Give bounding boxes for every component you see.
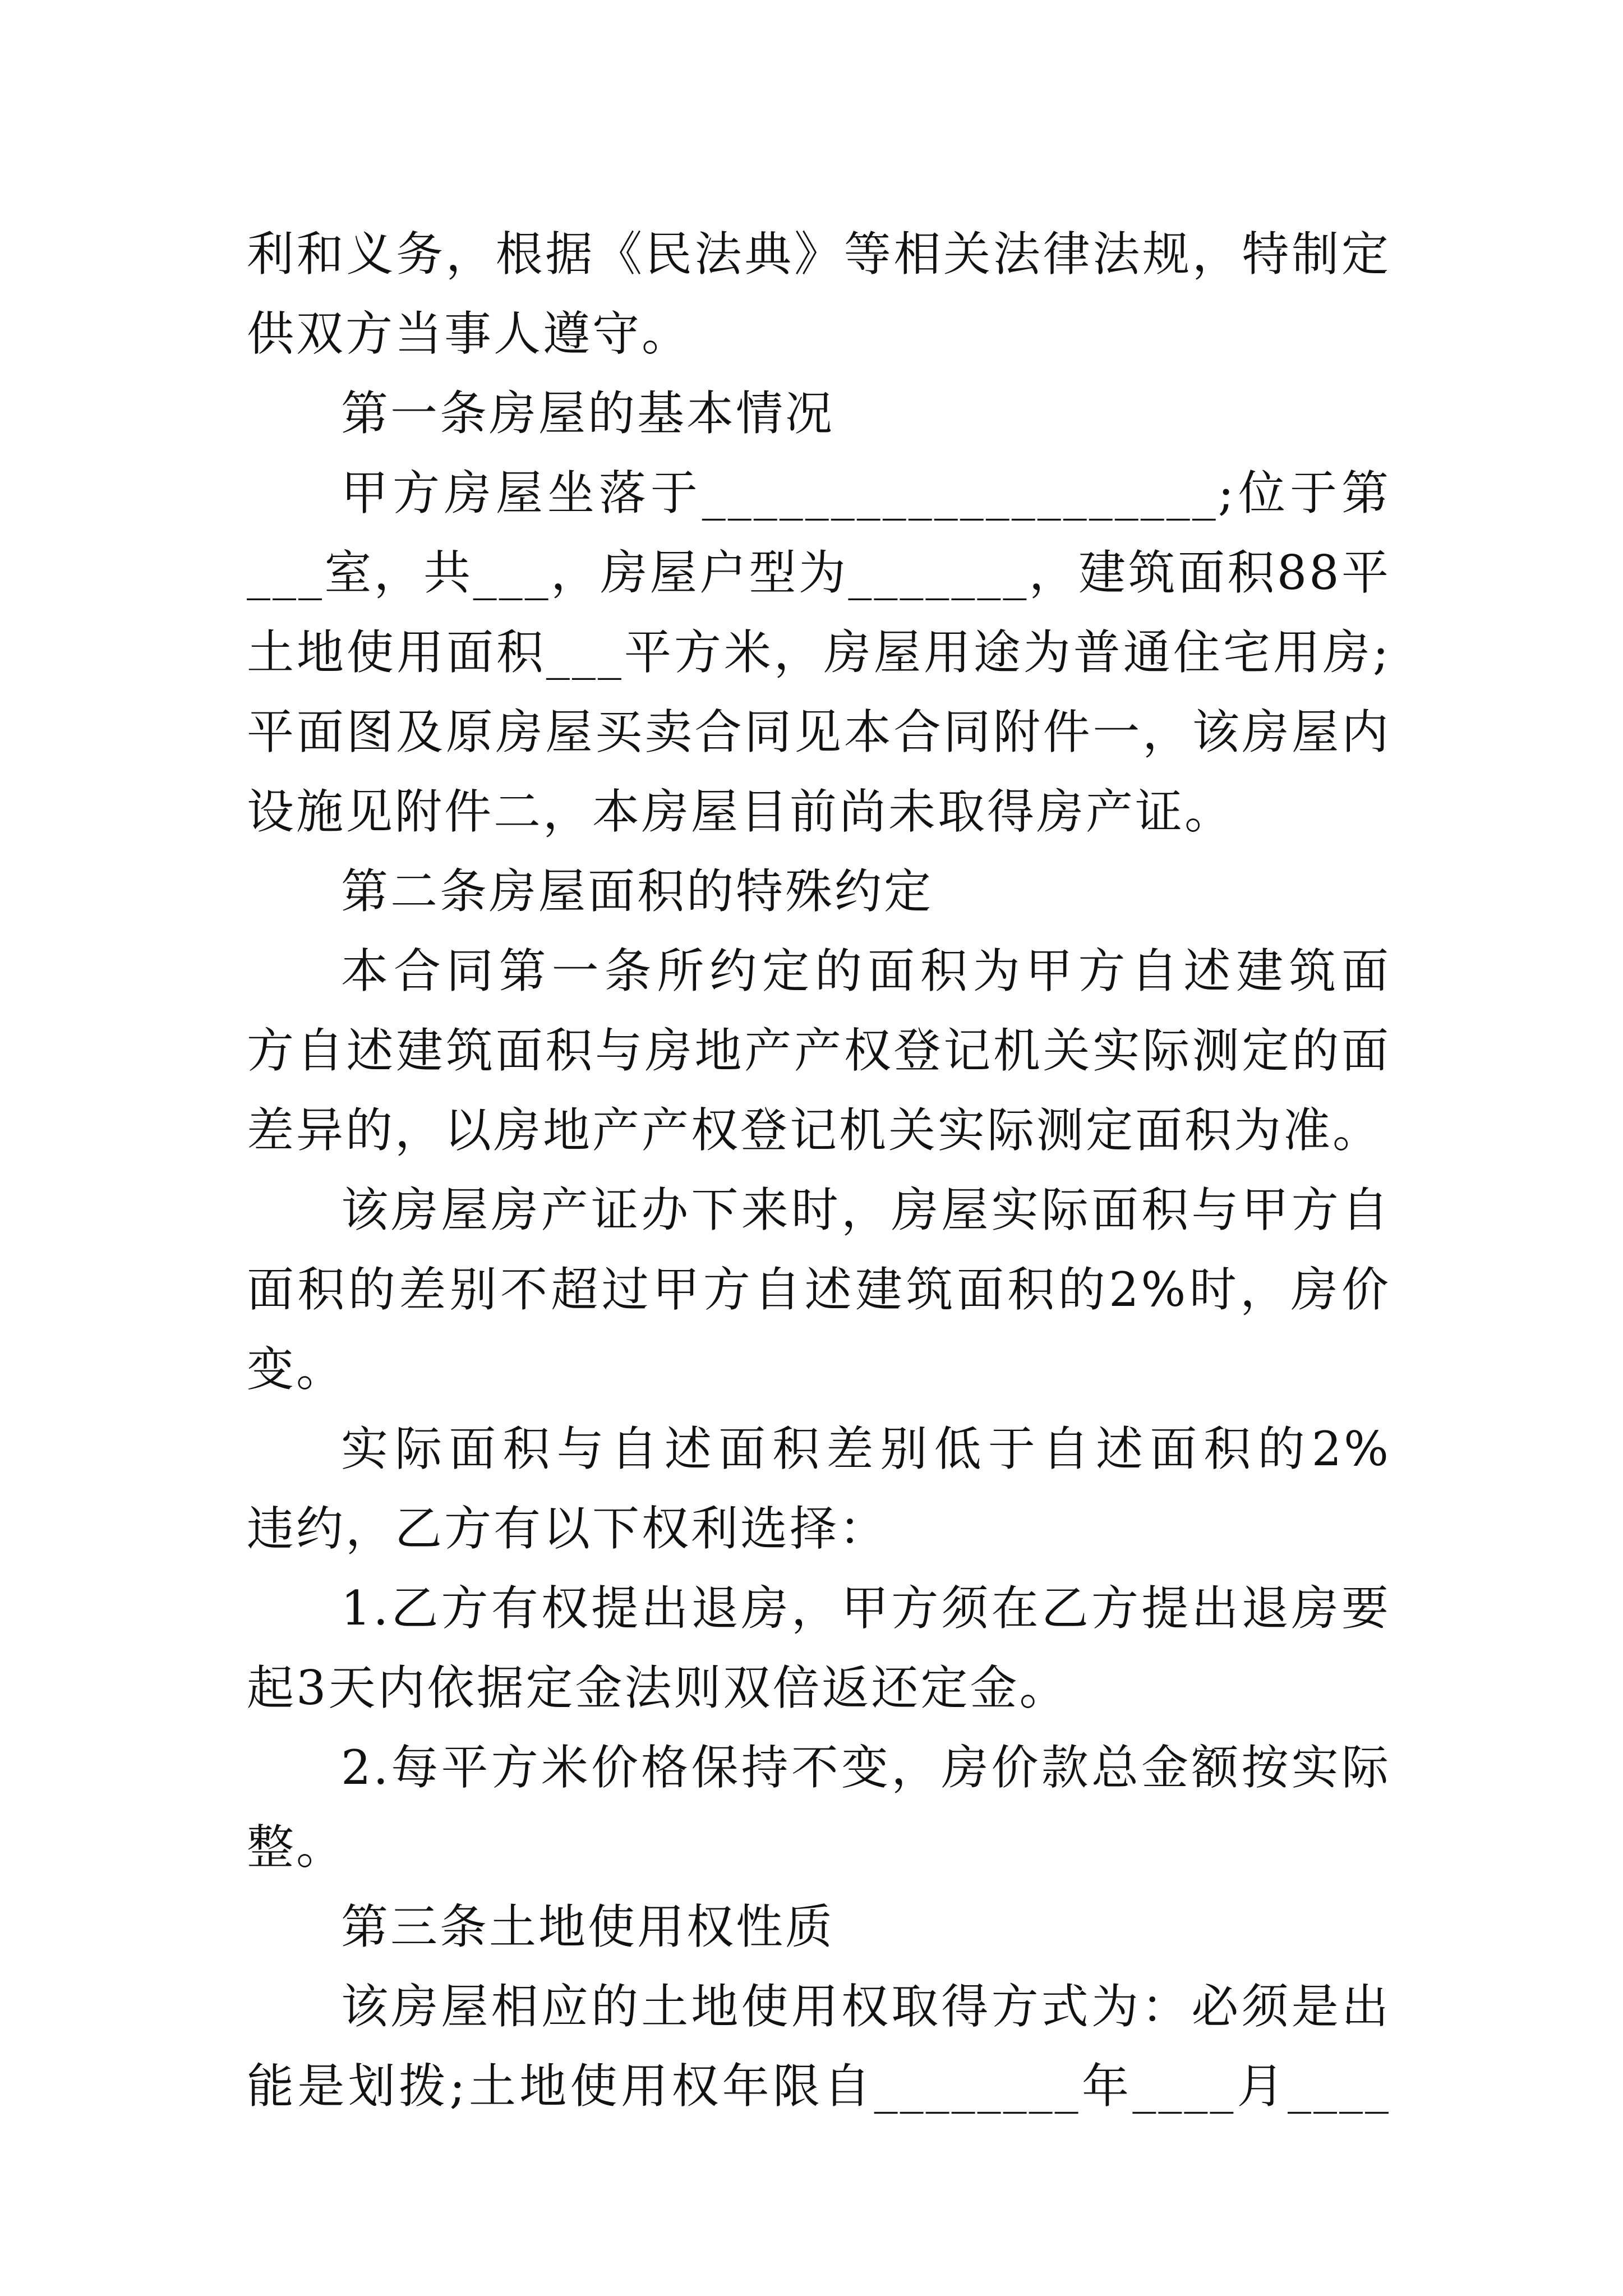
list-item-text: 1.乙方有权提出退房，甲方须在乙方提出退房要	[341, 1581, 1391, 1636]
text-line: 违约，乙方有以下权利选择：	[247, 1501, 889, 1556]
list-item-text: 2.每平方米价格保持不变，房价款总金额按实际	[341, 1740, 1391, 1795]
section-heading: 第一条房屋的基本情况	[341, 386, 835, 441]
text-line: 该房屋房产证办下来时，房屋实际面积与甲方自	[341, 1182, 1391, 1237]
section-heading: 第二条房屋面积的特殊约定	[341, 864, 934, 919]
text-line: 变。	[247, 1342, 346, 1397]
text-line: 本合同第一条所约定的面积为甲方自述建筑面	[341, 944, 1391, 999]
text-line: 起3天内依据定金法则双倍返还定金。	[247, 1660, 1069, 1715]
text-line: 能是划拨;土地使用权年限自________年____月____	[247, 2059, 1391, 2114]
text-line: 面积的差别不超过甲方自述建筑面积的2%时，房价	[247, 1262, 1391, 1317]
text-line: 差异的，以房地产产权登记机关实际测定面积为准。	[247, 1103, 1382, 1158]
text-line: 方自述建筑面积与房地产产权登记机关实际测定的面	[247, 1023, 1391, 1078]
text-line: 土地使用面积___平方米，房屋用途为普通住宅用房;	[247, 625, 1391, 680]
text-line: 整。	[247, 1820, 346, 1875]
text-line: 甲方房屋坐落于____________________;位于第	[341, 466, 1391, 521]
section-heading: 第三条土地使用权性质	[341, 1899, 835, 1954]
text-line: 利和义务，根据《民法典》等相关法律法规，特制定	[247, 227, 1391, 282]
text-line: ___室，共___，房屋户型为_______，建筑面积88平	[247, 545, 1391, 600]
text-line: 该房屋相应的土地使用权取得方式为：必须是出	[341, 1979, 1391, 2034]
text-line: 设施见附件二，本房屋目前尚未取得房产证。	[247, 784, 1234, 839]
text-line: 供双方当事人遵守。	[247, 306, 691, 361]
text-line: 平面图及原房屋买卖合同见本合同附件一，该房屋内	[247, 705, 1391, 760]
text-line: 实际面积与自述面积差别低于自述面积的2%	[341, 1421, 1391, 1476]
